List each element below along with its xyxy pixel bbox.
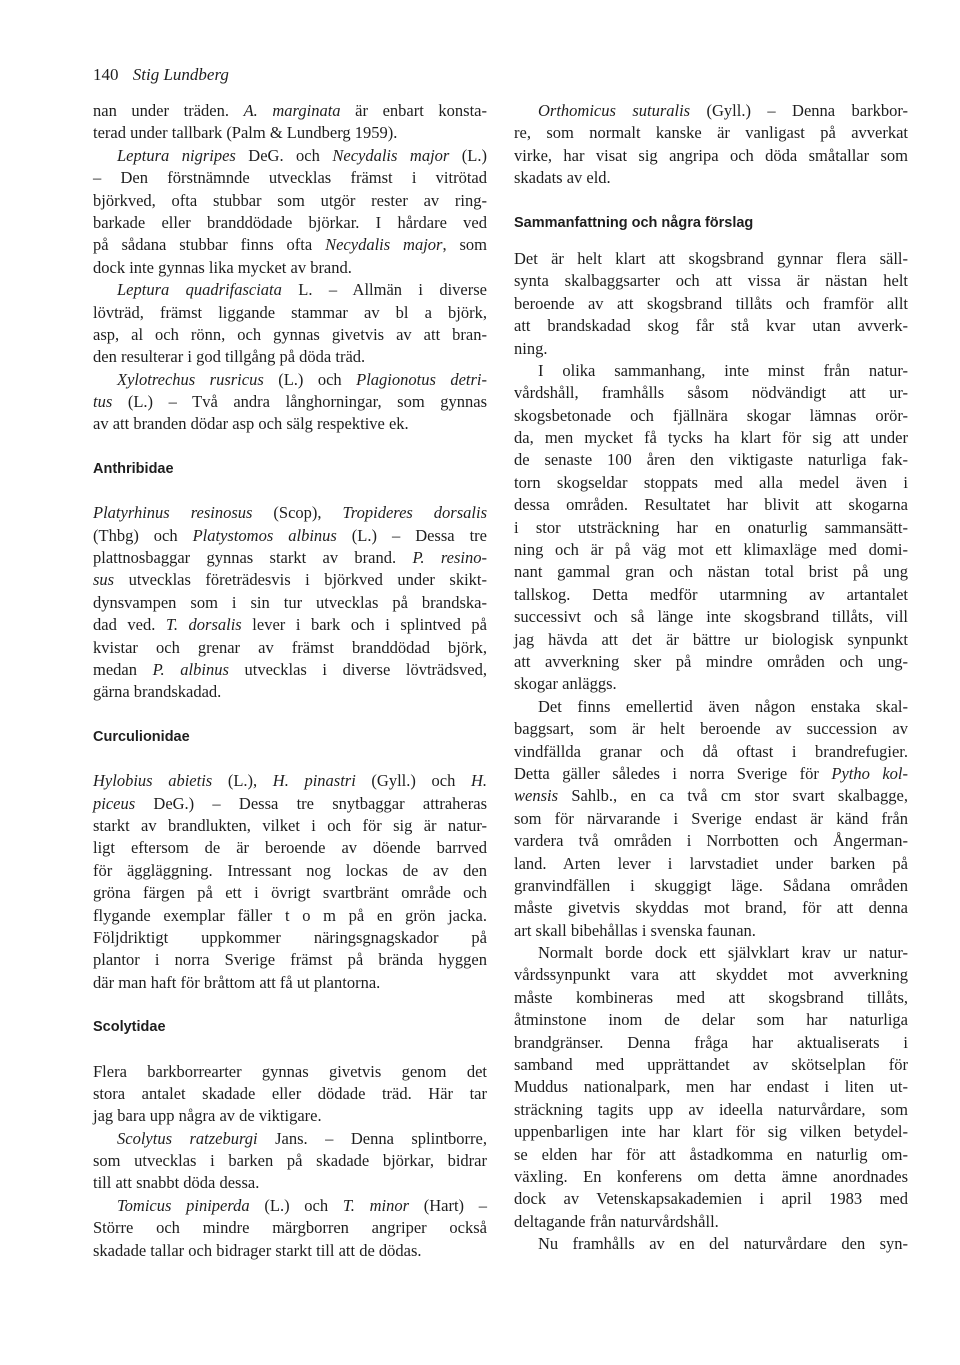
text-line: art skall bibehållas i svenska faunan. — [514, 920, 756, 940]
text-line: starkt av brandlukten, vilket i och för sig är natur- — [93, 815, 487, 835]
text-line: jag bara upp några av de viktigare. — [93, 1106, 322, 1126]
text-line: ligt eftersom de är beroende av döende barrved — [93, 838, 487, 858]
text-line: nan under träden. A. marginata är enbart konsta- — [93, 101, 487, 120]
text-line: jag hävda att det är bättre ur biologisk synpunkt — [514, 629, 908, 649]
text-line: gröna färgen på ett i övrigt svartbränt område och — [93, 883, 487, 903]
text-line: kvistar och grenar av främst branddödad björk, — [93, 637, 487, 657]
text-line: till att snabbt döda dessa. — [93, 1173, 260, 1193]
text-line: dad ved. T. dorsalis lever i bark och i splintved på — [93, 615, 488, 635]
text-line: nant gammal gran och nästan total brist på ung — [514, 562, 908, 582]
text-line: på sådana stubbar finns ofta Necydalis major, som — [93, 235, 487, 255]
text-line: lövträd, främst liggande stammar av bl a björk, — [93, 302, 487, 322]
text-line: att brandskadad skog får stå kvar utan avverk- — [514, 316, 908, 336]
text-line: måste kombineras med att skogsbrand tillåts, — [514, 987, 908, 1007]
text-line: Tomicus piniperda (L.) och T. minor (Hart) – — [117, 1195, 487, 1215]
text-line: ning. — [514, 338, 548, 358]
text-line: ning och är på väg mot ett klimaxläge med domi- — [514, 540, 908, 560]
text-line: åtminstone inom de delar som har naturliga — [514, 1010, 908, 1030]
text-line: Större och mindre märgborren angriper också — [93, 1218, 487, 1238]
text-line: för äggläggning. Intressant nog lockas de av den — [93, 860, 487, 880]
spacer — [93, 704, 487, 726]
text-line: vårdshåll, framhålls såsom nödvändigt att ur- — [514, 383, 908, 403]
text-line: (Thbg) och Platystomos albinus (L.) – Dessa tre — [93, 525, 487, 545]
text-line: sus utvecklas företrädesvis i björkved under skikt- — [93, 570, 487, 590]
text-line: asp, al och rönn, och gynnas givetvis av att bran- — [93, 324, 487, 344]
text-line: stora antalet skadade eller dödade träd. Här tar — [93, 1083, 487, 1103]
text-line: dock av Vetenskapsakademien i april 1983 med — [514, 1189, 908, 1209]
text-line: Orthomicus suturalis (Gyll.) – Denna barkbor- — [538, 101, 908, 120]
text-line: skadade tallar och bidrager starkt till att de dödas. — [93, 1240, 422, 1260]
text-line: vardera två områden i Norrbotten och Ångerman- — [514, 831, 908, 851]
text-line: re, som normalt kanske är vanligast på avverkat — [514, 123, 908, 143]
text-line: virke, har visat sig angripa och döda småtallar som — [514, 145, 908, 165]
text-line: se elden har för att åstadkomma en naturlig om- — [514, 1144, 908, 1164]
text-line: Normalt borde dock ett självklart krav ur natur- — [538, 943, 908, 963]
text-line: baggsart, som är helt beroende av succession av — [514, 719, 908, 739]
text-line: den resulterar i god tillgång på döda träd. — [93, 347, 366, 367]
text-line: barkade eller branddödade björkar. I hårdare ved — [93, 212, 487, 232]
text-line: dock inte gynnas lika mycket av brand. — [93, 257, 352, 277]
text-line: som utvecklas i barken på skadade björkar, bidrar — [93, 1151, 487, 1171]
text-line: dessa områden. Resultatet har blivit att skogarna — [514, 495, 908, 515]
text-line: skogsbetonade och fjällnära skogar lämnas orör- — [514, 405, 908, 425]
text-line: Följdriktigt uppkommer näringsgnagskador på — [93, 927, 487, 947]
text-line: av att branden dödar asp och sälg respektive ek. — [93, 414, 409, 434]
section-heading: Anthribidae — [93, 460, 174, 477]
text-line: synta skalbaggsarter och att vissa är nästan helt — [514, 271, 908, 291]
text-line: flygande exemplar fäller t o m på en grön jacka. — [93, 905, 487, 925]
text-line: vindfällda granar och då oftast i brandrefugier. — [514, 741, 908, 761]
text-line: skadats av eld. — [514, 168, 611, 188]
running-header — [93, 64, 229, 86]
text-line: Flera barkborrearter gynnas givetvis genom det — [93, 1061, 487, 1081]
text-line: Xylotrechus rusricus (L.) och Plagionotus detri- — [117, 369, 487, 389]
text-line: Leptura quadrifasciata L. – Allmän i diverse — [117, 280, 487, 300]
left-column — [93, 100, 487, 1262]
text-line: torn skogseldar stoppats med alla medel även i — [514, 472, 908, 492]
text-line: Muddus nationalpark, men har endast i liten ut- — [514, 1077, 908, 1097]
text-line: samband med upprättandet av skötselplan för — [514, 1055, 908, 1075]
text-line: måste givetvis skyddas mot brand, för att denna — [514, 898, 908, 918]
text-line: Det är helt klart att skogsbrand gynnar flera säll- — [514, 248, 908, 268]
section-heading: Curculionidae — [93, 728, 190, 745]
text-line: gärna brandskadad. — [93, 682, 222, 702]
spacer — [514, 190, 908, 212]
text-line: brandgränser. Denna fråga har aktualiserats i — [514, 1032, 908, 1052]
spacer — [93, 994, 487, 1016]
text-line: som för närvarande i Sverige endast är känd från — [514, 808, 908, 828]
text-line: dynsvampen som i sin tur utvecklas på brandska- — [93, 592, 487, 612]
text-line: tus (L.) – Två andra långhorningar, som gynnas — [93, 392, 487, 412]
text-line: successivt och så länge inte skogsbrand tillåts, vill — [514, 607, 908, 627]
text-line: da, men mycket få tycks ha klart för sig att under — [514, 428, 908, 448]
text-line: skogar anläggs. — [514, 674, 617, 694]
text-line: björkved, ofta stubbar som utgör rester av ring- — [93, 190, 487, 210]
text-line: terad under tallbark (Palm & Lundberg 1959). — [93, 123, 398, 143]
text-line: Platyrhinus resinosus (Scop), Tropideres dorsalis — [93, 503, 487, 523]
text-line: plantor i norra Sverige främst på brända hyggen — [93, 950, 487, 970]
right-column — [514, 100, 908, 1256]
text-line: Scolytus ratzeburgi Jans. – Denna splintborre, — [117, 1128, 487, 1148]
text-line: piceus DeG.) – Dessa tre snytbaggar attraheras — [93, 793, 487, 813]
running-author: Stig Lundberg — [132, 65, 229, 84]
text-line: där man haft för bråttom att få ut plantorna. — [93, 972, 381, 992]
text-line: Detta gäller således i norra Sverige för Pytho kol- — [514, 763, 908, 783]
text-line: – Den förstnämnde utvecklas främst i vitrötad — [93, 168, 487, 188]
text-line: sträckning tagits upp av ideella naturvårdare, som — [514, 1099, 908, 1119]
text-line: Nu framhålls av en del naturvårdare den syn- — [538, 1234, 908, 1254]
text-line: beroende av att skogsbrand tillåts och framför allt — [514, 293, 908, 313]
spacer — [514, 234, 908, 248]
text-line: vårdssynpunkt vara att skyddet mot avverkning — [514, 965, 908, 985]
text-line: tallskog. Detta medför utarmning av artantalet — [514, 584, 908, 604]
section-heading: Scolytidae — [93, 1019, 166, 1036]
text-line: I olika sammanhang, inte minst från natur- — [538, 360, 908, 380]
spacer — [93, 480, 487, 502]
text-line: att avverkning sker på mindre områden och ung- — [514, 652, 908, 671]
text-line: granvindfällen i skuggigt läge. Sådana områden — [514, 875, 908, 895]
spacer — [93, 748, 487, 770]
text-line: land. Arten lever i larvstadiet under barken på — [514, 853, 908, 873]
text-line: Hylobius abietis (L.), H. pinastri (Gyll.) och H. — [93, 771, 487, 791]
section-heading: Sammanfattning och några förslag — [514, 214, 754, 231]
text-line: Leptura nigripes DeG. och Necydalis major (L.) — [117, 145, 487, 165]
page-number: 140 — [93, 65, 119, 84]
text-line: deltagande från naturvårdshåll. — [514, 1211, 719, 1231]
spacer — [93, 1039, 487, 1061]
text-line: i stor utsträckning har en onaturlig sammansätt- — [514, 517, 908, 537]
text-line: de senaste 100 åren den viktigaste naturliga fak- — [514, 450, 908, 470]
text-line: uppenbarligen inte har klart för sig vilken betydel- — [514, 1122, 908, 1142]
spacer — [93, 436, 487, 458]
text-line: wensis Sahlb., en ca två cm stor svart skalbagge, — [514, 786, 908, 806]
text-line: Det finns emellertid även någon enstaka skal- — [538, 696, 908, 716]
text-line: medan P. albinus utvecklas i diverse lövträdsved, — [93, 660, 487, 679]
text-line: växling. En konferens om detta ämne anordnades — [514, 1166, 908, 1186]
text-line: plattnosbaggar gynnas starkt av brand. P. resino- — [93, 548, 487, 568]
